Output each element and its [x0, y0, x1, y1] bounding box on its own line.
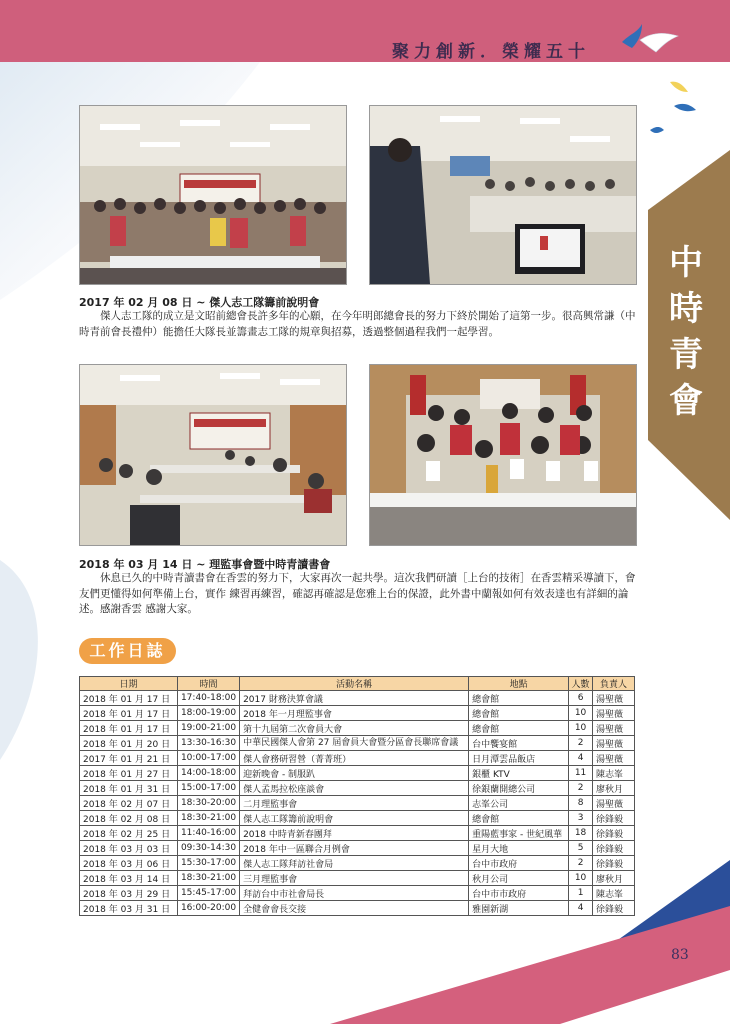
table-row [80, 796, 635, 811]
table-row [80, 736, 635, 751]
table-cell: 2018 年一月理監事會 [240, 706, 469, 721]
table-cell: 10:00-17:00 [177, 751, 239, 766]
table-cell: 18:00-19:00 [177, 706, 239, 721]
table-cell: 10 [569, 706, 593, 721]
table-cell: 徐鋒毅 [593, 841, 635, 856]
table-cell: 2018 年 01 月 20 日 [80, 736, 178, 751]
table-cell: 湯聖薇 [593, 706, 635, 721]
table-row [80, 781, 635, 796]
table-cell: 徐鋒毅 [593, 826, 635, 841]
table-cell: 二月理監事會 [240, 796, 469, 811]
work-log-heading: 工作日誌 [79, 638, 176, 664]
table-cell: 總會館 [469, 706, 569, 721]
table-cell: 陳志峯 [593, 886, 635, 901]
table-cell: 4 [569, 751, 593, 766]
table-cell: 2018 年 03 月 06 日 [80, 856, 178, 871]
table-row [80, 691, 635, 706]
table-cell: 2018 年 03 月 03 日 [80, 841, 178, 856]
table-cell: 18 [569, 826, 593, 841]
caption-title-2: 2018 年 03 月 14 日 ~ 理監事會暨中時青讀書會 [79, 558, 331, 571]
table-cell: 重陽藍事家 - 世紀風華 [469, 826, 569, 841]
table-cell: 雅園新湖 [469, 901, 569, 916]
table-cell: 總會館 [469, 811, 569, 826]
table-cell: 2018 年 01 月 27 日 [80, 766, 178, 781]
table-cell: 15:45-17:00 [177, 886, 239, 901]
table-cell: 廖秋月 [593, 781, 635, 796]
table-cell: 8 [569, 796, 593, 811]
table-cell: 傑人志工隊拜訪社會局 [240, 856, 469, 871]
header-slogan: 聚力創新．榮耀五十 [392, 42, 590, 62]
table-cell: 15:30-17:00 [177, 856, 239, 871]
table-cell: 2017 財務決算會議 [240, 691, 469, 706]
column-header: 活動名稱 [240, 677, 469, 691]
table-cell: 2018 中時青新春團拜 [240, 826, 469, 841]
photo-seated-members [79, 364, 347, 546]
table-cell: 徐鋒毅 [593, 811, 635, 826]
table-cell: 2018 年 01 月 17 日 [80, 721, 178, 736]
table-cell: 2018 年 01 月 31 日 [80, 781, 178, 796]
column-header: 時間 [177, 677, 239, 691]
column-header: 地點 [469, 677, 569, 691]
table-cell: 2018 年 03 月 29 日 [80, 886, 178, 901]
table-cell: 2018 年 02 月 07 日 [80, 796, 178, 811]
table-cell: 湯聖薇 [593, 691, 635, 706]
table-cell: 18:30-21:00 [177, 811, 239, 826]
table-row [80, 841, 635, 856]
table-cell: 2018 年 02 月 25 日 [80, 826, 178, 841]
table-cell: 志峯公司 [469, 796, 569, 811]
caption-body-2: 休息已久的中時青讀書會在香雲的努力下，大家再次一起共學。這次我們研讀［上台的技術］在香雲精采導讀下，會友們更懂得如何準備上台，實作 練習再練習，確認再確認是您雅上台的保證，此外書中蘭報如何有效表達也有詳細的論述。感謝香雲 感謝大家。 [79, 572, 636, 615]
table-cell: 11 [569, 766, 593, 781]
table-cell: 三月理監事會 [240, 871, 469, 886]
table-cell: 台中市政府 [469, 856, 569, 871]
table-row [80, 721, 635, 736]
table-cell: 18:30-21:00 [177, 871, 239, 886]
table-cell: 第十九屆第二次會員大會 [240, 721, 469, 736]
table-cell: 09:30-14:30 [177, 841, 239, 856]
table-cell: 1 [569, 886, 593, 901]
page-number: 83 [671, 947, 689, 963]
table-cell: 星月大地 [469, 841, 569, 856]
table-cell: 湯聖薇 [593, 796, 635, 811]
table-cell: 15:00-17:00 [177, 781, 239, 796]
photo-speaker-presentation [369, 105, 637, 285]
table-cell: 2017 年 01 月 21 日 [80, 751, 178, 766]
table-cell: 日月潭雲品飯店 [469, 751, 569, 766]
table-cell: 18:30-20:00 [177, 796, 239, 811]
table-cell: 6 [569, 691, 593, 706]
table-cell: 3 [569, 811, 593, 826]
table-cell: 19:00-21:00 [177, 721, 239, 736]
table-cell: 13:30-16:30 [177, 736, 239, 751]
caption-body-1: 傑人志工隊的成立是文昭前總會長許多年的心願，在今年明郎總會長的努力下終於開始了這第一步。很高興常謙（中時青前會長禮仲）能擔任大隊長並籌畫志工隊的規章與招募，透過整個過程我們一起學習。 [79, 310, 636, 338]
table-cell: 2 [569, 736, 593, 751]
table-cell: 14:00-18:00 [177, 766, 239, 781]
table-cell: 17:40-18:00 [177, 691, 239, 706]
table-cell: 傑人志工隊籌前說明會 [240, 811, 469, 826]
table-cell: 湯聖薇 [593, 751, 635, 766]
table-cell: 2018 年 01 月 17 日 [80, 691, 178, 706]
table-cell: 11:40-16:00 [177, 826, 239, 841]
table-cell: 2018 年 02 月 08 日 [80, 811, 178, 826]
table-cell: 5 [569, 841, 593, 856]
table-row [80, 751, 635, 766]
table-cell: 湯聖薇 [593, 736, 635, 751]
table-cell: 10 [569, 871, 593, 886]
table-cell: 2 [569, 856, 593, 871]
table-cell: 湯聖薇 [593, 721, 635, 736]
table-cell: 總會館 [469, 691, 569, 706]
table-cell: 傑人會務研習營（菁菁班） [240, 751, 469, 766]
table-cell: 迎新晚會 - 制服趴 [240, 766, 469, 781]
table-row [80, 826, 635, 841]
column-header: 日期 [80, 677, 178, 691]
table-cell: 2018 年 03 月 14 日 [80, 871, 178, 886]
table-cell: 4 [569, 901, 593, 916]
table-cell: 傑人孟馬拉松座談會 [240, 781, 469, 796]
bottom-stripes [0, 860, 730, 1024]
table-cell: 2 [569, 781, 593, 796]
table-cell: 2018 年 03 月 31 日 [80, 901, 178, 916]
table-cell: 總會館 [469, 721, 569, 736]
caption-title-1: 2017 年 02 月 08 日 ~ 傑人志工隊籌前說明會 [79, 296, 320, 309]
table-cell: 台中市市政府 [469, 886, 569, 901]
column-header: 負責人 [593, 677, 635, 691]
table-cell: 廖秋月 [593, 871, 635, 886]
table-cell: 陳志峯 [593, 766, 635, 781]
table-cell: 銀櫃 KTV [469, 766, 569, 781]
table-cell: 16:00-20:00 [177, 901, 239, 916]
table-cell: 全健會會長交接 [240, 901, 469, 916]
table-cell: 中華民國傑人會第 27 屆會員大會暨分區會長聯席會議 [240, 736, 469, 751]
table-cell: 10 [569, 721, 593, 736]
photo-group-meeting [79, 105, 347, 285]
table-cell: 2018 年中一區聯合月例會 [240, 841, 469, 856]
table-cell: 拜訪台中市社會局長 [240, 886, 469, 901]
section-title-vertical: 中時青會 [669, 243, 703, 421]
table-cell: 徐鋒毅 [593, 856, 635, 871]
column-header: 人數 [569, 677, 593, 691]
table-row [80, 706, 635, 721]
table-row [80, 766, 635, 781]
photo-book-club-group [369, 364, 637, 546]
table-cell: 2018 年 01 月 17 日 [80, 706, 178, 721]
table-cell: 徐銀蘭開總公司 [469, 781, 569, 796]
work-log-header [80, 677, 635, 691]
table-cell: 秋月公司 [469, 871, 569, 886]
table-row [80, 811, 635, 826]
table-cell: 台中饗宴館 [469, 736, 569, 751]
table-cell: 徐鋒毅 [593, 901, 635, 916]
